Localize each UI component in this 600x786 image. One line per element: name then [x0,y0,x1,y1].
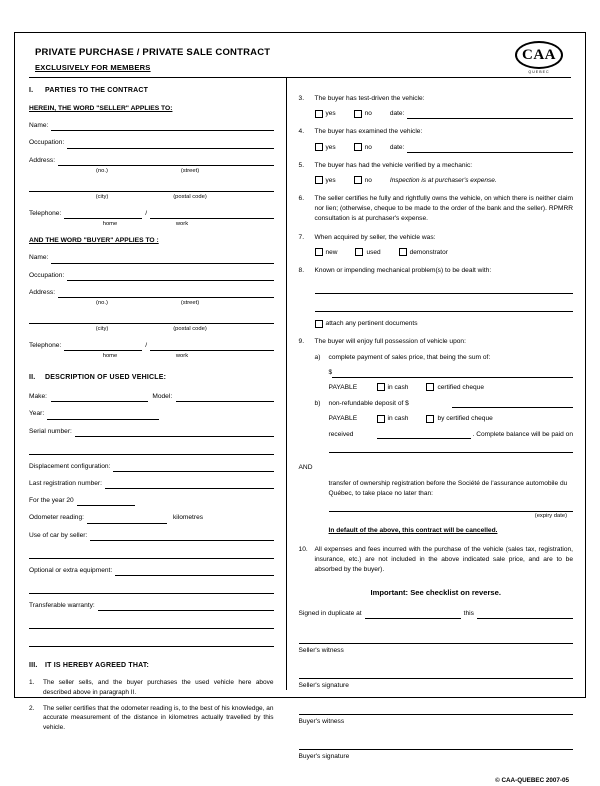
use-of-car-label: Use of car by seller: [29,531,88,539]
agreement-1-number: 1. [29,679,35,687]
seller-heading: HEREIN, THE WORD "SELLER" APPLIES TO: [29,104,173,112]
telephone-separator: / [145,342,148,350]
question-6-number: 6. [298,194,305,202]
copyright-note: © CAA-QUEBEC 2007-05 [495,777,569,785]
caption-street: (street) [180,167,200,174]
question-8-answer-lines[interactable] [299,284,573,312]
section-2-title: DESCRIPTION OF USED VEHICLE: [45,374,167,382]
make-label: Make: [29,393,47,401]
buyer-heading: AND THE WORD "BUYER" APPLIES TO : [29,237,159,245]
question-8-number: 8. [298,266,305,274]
section-2-heading [29,373,274,384]
seller-signature-input[interactable] [299,670,573,679]
question-3-date-label: date: [389,110,405,118]
logo-oval [515,41,563,69]
question-3-yes-option[interactable] [315,109,336,119]
seller-witness-input[interactable] [299,635,573,644]
caption-home: home [102,221,118,228]
use-of-car-line2[interactable] [29,550,274,559]
question-9-number: 9. [298,338,305,346]
checkbox-icon[interactable] [426,383,434,391]
section-3-number: III. [29,662,38,670]
question-8-text: Known or impending mechanical problem(s) to be dealt with: [314,266,492,274]
buyer-signature-label: Buyer's signature [298,752,350,760]
question-8 [299,266,573,276]
contract-columns [15,78,585,785]
question-5-yes-option[interactable] [315,176,336,186]
buyer-witness-label: Buyer's witness [298,717,345,725]
question-4-date-label: date: [389,143,405,151]
buyer-occupation-field[interactable] [29,271,274,281]
question-9b-received-input[interactable] [377,430,471,439]
buyer-telephone-field[interactable] [29,341,274,351]
question-9-text: The buyer will enjoy full possession of vehicle upon: [314,338,466,346]
question-10 [299,545,573,576]
seller-city-captions [29,193,274,202]
seller-telephone-captions [29,220,274,229]
cash-label: in cash [387,415,409,423]
signed-in-duplicate-row[interactable] [299,609,573,619]
inspection-note: Inspection is at purchaser's expense. [389,176,497,184]
buyer-name-field[interactable] [29,253,274,263]
seller-name-field[interactable] [29,121,274,131]
contract-sheet [14,32,586,785]
seller-telephone-home-input[interactable] [64,210,142,219]
caption-street: (street) [180,300,200,307]
seller-address-line2-field[interactable] [29,183,274,192]
question-9b-payable-row[interactable] [299,414,573,424]
last-registration-input[interactable] [105,480,274,489]
buyer-telephone-home-input[interactable] [64,342,142,351]
caption-no: (no.) [96,167,108,174]
page-title: PRIVATE PURCHASE / PRIVATE SALE CONTRACT [35,47,271,58]
attach-documents-row[interactable] [299,319,573,329]
year-input[interactable] [47,411,159,420]
buyer-city-captions [29,325,274,334]
caa-logo [515,41,563,75]
caption-city: (city) [95,193,109,200]
section-1-heading [29,86,274,97]
seller-name-label: Name: [29,122,49,130]
and-label: AND [298,463,313,471]
buyer-name-input[interactable] [51,255,273,264]
checkbox-icon[interactable] [315,143,323,151]
transferable-warranty-line3[interactable] [29,638,274,647]
displacement-label: Displacement configuration: [29,462,111,470]
question-9a-text: complete payment of sales price, that being the sum of: [328,354,491,362]
checkbox-icon[interactable] [355,248,363,256]
for-year-field[interactable] [29,496,274,506]
optional-equipment-line2[interactable] [29,585,274,594]
logo-subtext: QUEBEC [528,70,550,74]
yes-label: yes [325,176,336,184]
section-1-title: PARTIES TO THE CONTRACT [45,87,149,94]
question-5-answers[interactable] [299,176,573,186]
telephone-separator: / [145,209,148,217]
question-7-text: When acquired by seller, the vehicle was: [314,233,436,241]
displacement-input[interactable] [113,463,273,472]
question-7-options[interactable] [299,248,573,258]
transfer-expiry-row[interactable] [299,503,573,512]
buyer-name-label: Name: [29,254,49,262]
right-column [287,78,585,785]
question-9b[interactable] [299,399,573,409]
serial-input-line2[interactable] [29,446,274,455]
caption-postal: (postal code) [173,193,207,200]
question-6-text: The seller certifies he fully and rightfully owns the vehicle, on which there is neither claim nor lien; (otherwise, cheque to be made to the order of the bank and the seller). RPMRR consultation is at purchaser's expense. [314,194,573,223]
seller-address-input[interactable] [58,157,274,166]
question-4 [299,127,573,137]
agreement-2-number: 2. [29,704,35,712]
question-7-new-option[interactable] [315,248,338,258]
cash-label: in cash [387,383,409,391]
odometer-label: Odometer reading: [29,514,84,522]
question-4-answers[interactable] [299,143,573,153]
buyer-signature-input[interactable] [299,741,573,750]
left-column [15,78,287,732]
question-5-text: The buyer has had the vehicle verified by a mechanic: [314,161,473,169]
question-9 [299,337,573,347]
caption-no: (no.) [96,300,108,307]
section-3-heading [29,661,274,672]
buyer-occupation-label: Occupation: [29,271,65,279]
important-checklist-note: Important: See checklist on reverse. [370,588,501,598]
payable-label: PAYABLE [328,415,358,423]
question-5-number: 5. [298,161,305,169]
page-subtitle: EXCLUSIVELY FOR MEMBERS [35,63,151,72]
received-label: received [328,430,354,438]
checkbox-icon[interactable] [426,415,434,423]
question-9b-cash-option[interactable] [377,414,409,424]
seller-telephone-field[interactable] [29,209,274,219]
seller-name-input[interactable] [51,122,273,131]
transferable-warranty-line2[interactable] [29,620,274,629]
question-4-text: The buyer has examined the vehicle: [314,128,423,136]
transfer-paragraph [299,479,573,499]
buyer-telephone-captions [29,352,274,361]
question-7-used-option[interactable] [355,248,380,258]
displacement-field[interactable] [29,462,274,472]
use-of-car-input[interactable] [90,532,273,541]
seller-address-field[interactable] [29,156,274,166]
question-9b-deposit-input[interactable] [452,399,573,408]
question-9b-text: non-refundable deposit of $ [328,400,409,408]
question-9a-letter: a) [314,354,321,362]
caption-work: work [175,353,189,360]
serial-label: Serial number: [29,427,72,435]
balance-note: . Complete balance will be paid on [472,430,573,438]
question-10-number: 10. [298,545,308,553]
model-label: Model: [152,393,173,401]
buyer-address-line2-input[interactable] [29,315,274,324]
transferable-warranty-label: Transferable warranty: [29,602,95,610]
buyer-address-field[interactable] [29,288,274,298]
checkbox-icon[interactable] [315,248,323,256]
question-9b-certified-option[interactable] [426,414,492,424]
question-3-text: The buyer has test-driven the vehicle: [314,95,425,102]
question-10-text: All expenses and fees incurred with the purchase of the vehicle (sales tax, registration, insurance, etc.) are not included in the above indicated sale price, and are to be absorbed by the buyer). [314,545,573,574]
caption-postal: (postal code) [173,326,207,333]
seller-signature-label: Seller's signature [298,682,349,690]
checkbox-icon[interactable] [354,110,362,118]
optional-equipment-label: Optional or extra equipment: [29,566,113,574]
yes-label: yes [325,143,336,151]
buyer-address-captions [29,299,274,308]
buyer-address-line2-field[interactable] [29,315,274,324]
question-3-no-option[interactable] [354,109,372,119]
checkbox-icon[interactable] [354,176,362,184]
question-9a-amount-row[interactable] [299,368,573,378]
question-9a-amount-input[interactable] [332,369,573,378]
buyer-telephone-label: Telephone: [29,342,62,350]
agreement-item-2 [29,704,274,733]
logo-text: CAA [522,46,556,63]
checkbox-icon[interactable] [377,383,385,391]
question-4-number: 4. [298,128,305,136]
agreement-1-text: The seller sells, and the buyer purchases the used vehicle here above described above in paragraph II. [43,679,274,696]
question-9a-cash-option[interactable] [377,383,409,393]
optional-equipment-field[interactable] [29,566,274,576]
question-7-demonstrator-option[interactable] [399,248,448,258]
year-label: Year: [29,410,45,418]
question-4-no-option[interactable] [354,143,372,153]
yes-label: yes [325,110,336,118]
this-label: this [463,610,474,618]
seller-address-label: Address: [29,156,56,164]
seller-occupation-input[interactable] [67,140,273,149]
buyer-address-label: Address: [29,288,56,296]
vehicle-serial-field[interactable] [29,427,274,437]
question-3-date-input[interactable] [407,110,573,119]
question-9b-received-row[interactable] [299,430,573,440]
kilometres-label: kilometres [172,514,204,522]
seller-address-line2-input[interactable] [29,183,274,192]
question-9a [299,353,573,363]
caption-work: work [175,221,189,228]
demonstrator-label: demonstrator [409,248,448,256]
transfer-text: transfer of ownership registration before the Société de l'assurance automobile du Québec, to take place no later than: [328,479,568,498]
odometer-input[interactable] [87,515,167,524]
question-3 [299,94,573,104]
signed-label: Signed in duplicate at [298,610,362,618]
caption-city: (city) [95,326,109,333]
buyer-telephone-work-input[interactable] [150,342,273,351]
question-8-line-2[interactable] [315,302,573,312]
seller-occupation-field[interactable] [29,138,274,148]
for-year-label: For the year 20 [29,497,74,505]
no-label: no [364,110,372,118]
optional-equipment-input[interactable] [115,567,273,576]
section-3-title: IT IS HEREBY AGREED THAT: [45,662,150,670]
agreement-item-1 [29,678,274,698]
section-2-number: II. [29,374,36,382]
model-input[interactable] [176,393,273,402]
question-7-number: 7. [298,233,305,241]
question-6 [299,194,573,225]
signed-date-input[interactable] [477,610,573,619]
checkbox-icon[interactable] [399,248,407,256]
question-3-number: 3. [298,95,305,102]
seller-occupation-label: Occupation: [29,139,65,147]
used-label: used [366,248,381,256]
signed-place-input[interactable] [365,610,461,619]
seller-address-captions [29,167,274,176]
question-3-answers[interactable] [299,109,573,119]
checkbox-icon[interactable] [315,320,323,328]
last-registration-label: Last registration number: [29,479,102,487]
serial-input[interactable] [75,428,274,437]
seller-telephone-label: Telephone: [29,209,62,217]
no-label: no [364,143,372,151]
transferable-warranty-field[interactable] [29,601,274,611]
checkbox-icon[interactable] [315,176,323,184]
question-9b-letter: b) [314,400,321,408]
buyer-address-input[interactable] [58,289,274,298]
no-label: no [364,176,372,184]
question-9b-balance-input[interactable] [329,444,573,453]
question-8-line-1[interactable] [315,284,573,294]
new-label: new [325,248,338,256]
question-9a-certified-option[interactable] [426,383,484,393]
vehicle-make-model-row[interactable] [29,392,274,402]
odometer-field[interactable] [29,513,274,523]
checkbox-icon[interactable] [315,110,323,118]
seller-telephone-work-input[interactable] [150,210,273,219]
dollar-sign: $ [328,368,333,376]
for-year-input[interactable] [77,497,135,506]
question-5-no-option[interactable] [354,176,372,186]
question-9b-balance-line[interactable] [299,444,573,453]
transferable-warranty-input[interactable] [98,602,274,611]
certified-cheque-label: certified cheque [437,383,484,391]
certified-cheque-label: by certified cheque [437,415,493,423]
transfer-expiry-input[interactable] [329,503,573,512]
last-registration-field[interactable] [29,479,274,489]
question-9a-payable-row[interactable] [299,383,573,393]
agreement-2-text: The seller certifies that the odometer reading is, to the best of his knowledge, an accurate measurement of the distance in kilometres actually travelled by this vehicle. [43,704,274,732]
make-input[interactable] [51,393,148,402]
question-5 [299,161,573,171]
document-header [15,33,585,77]
expiry-date-caption: (expiry date) [534,513,567,520]
buyer-witness-input[interactable] [299,706,573,715]
default-note: In default of the above, this contract will be cancelled. [328,527,498,535]
payable-label: PAYABLE [328,383,358,391]
checkbox-icon[interactable] [377,415,385,423]
question-7 [299,233,573,243]
buyer-occupation-input[interactable] [67,272,273,281]
question-4-date-input[interactable] [407,144,573,153]
section-1-number: I. [29,87,34,94]
question-4-yes-option[interactable] [315,143,336,153]
use-of-car-field[interactable] [29,531,274,541]
vehicle-year-field[interactable] [29,409,274,419]
seller-witness-label: Seller's witness [298,647,344,655]
caption-home: home [102,353,118,360]
checkbox-icon[interactable] [354,143,362,151]
attach-documents-label: attach any pertinent documents [325,320,418,327]
